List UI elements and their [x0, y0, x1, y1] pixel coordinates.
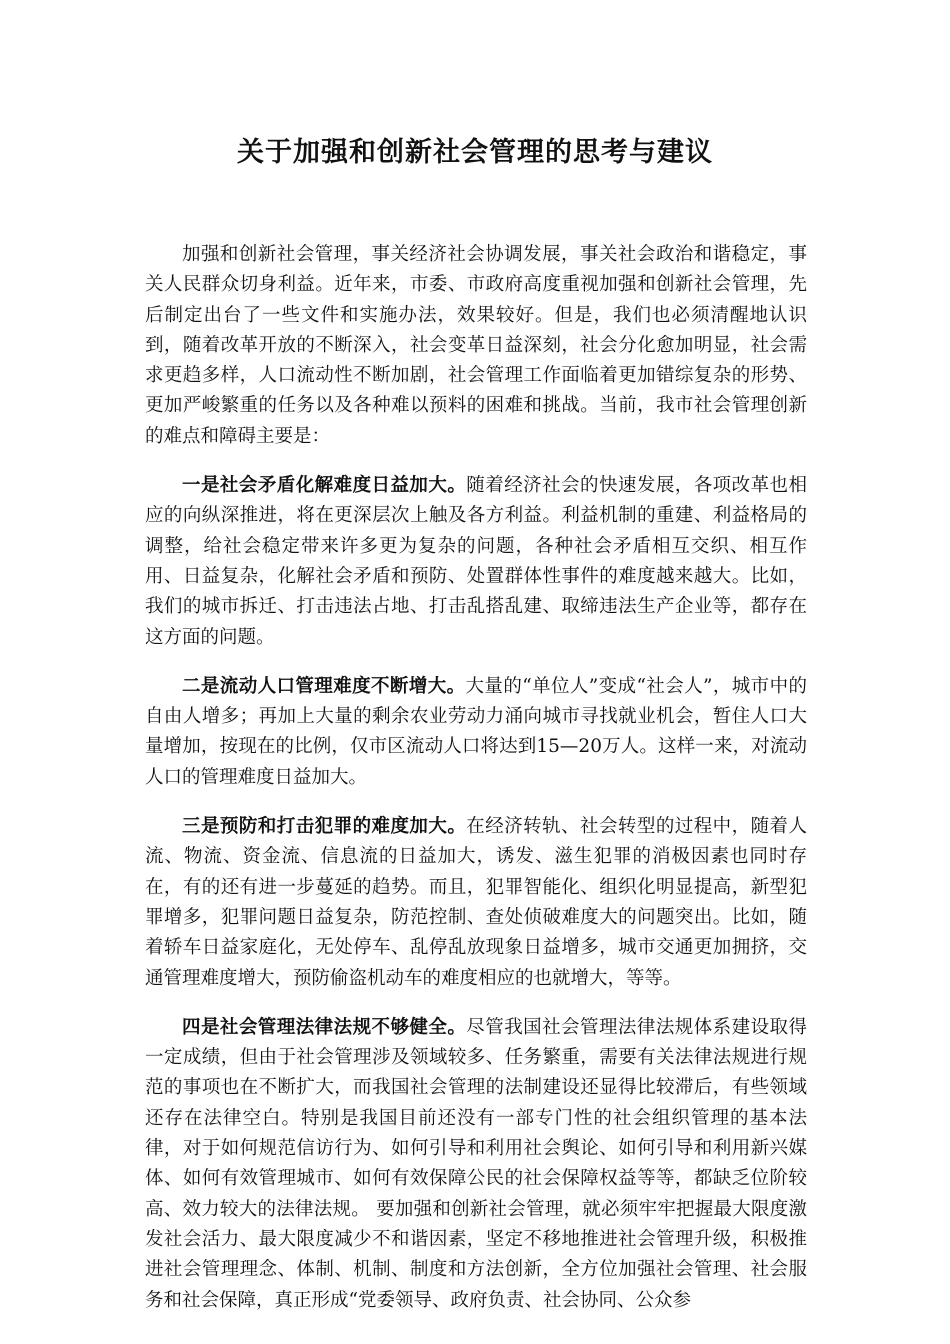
- paragraph-text: 加强和创新社会管理，事关经济社会协调发展，事关社会政治和谐稳定，事关人民群众切身利益。近年来，市委、市政府高度重视加强和创新社会管理，先后制定出台了一些文件和实施办法，效果较好。但是，我们也必须清醒地认识到，随着改革开放的不断深入，社会变革日益深刻，社会分化愈加明显，社会需求更趋多样，人口流动性不断加剧，社会管理工作面临着更加错综复杂的形势、更加严峻繁重的任务以及各种难以预料的困难和挑战。当前，我市社会管理创新的难点和障碍主要是：: [145, 244, 807, 447]
- document-body: [145, 240, 807, 1335]
- paragraph-intro: [145, 240, 807, 452]
- paragraph-point-1: [145, 471, 807, 653]
- paragraph-lead: 三是预防和打击犯罪的难度加大。: [182, 816, 467, 838]
- paragraph-text: 在经济转轨、社会转型的过程中，随着人流、物流、资金流、信息流的日益加大，诱发、滋生犯罪的消极因素也同时存在，有的还有进一步蔓延的趋势。而且，犯罪智能化、组织化明显提高，新型犯罪增多，犯罪问题日益复杂，防范控制、查处侦破难度大的问题突出。比如，随着轿车日益家庭化，无处停车、乱停乱放现象日益增多，城市交通更加拥挤，交通管理难度增大，预防偷盗机动车的难度相应的也就增大，等等。: [145, 816, 807, 989]
- document-title: 关于加强和创新社会管理的思考与建议: [237, 137, 713, 168]
- paragraph-lead: 二是流动人口管理难度不断增大。: [182, 675, 466, 697]
- paragraph-point-3: [145, 812, 807, 994]
- paragraph-text: 随着经济社会的快速发展，各项改革也相应的向纵深推进，将在更深层次上触及各方利益。利益机制的重建、利益格局的调整，给社会稳定带来许多更为复杂的问题，各种社会矛盾相互交织、相互作用、日益复杂，化解社会矛盾和预防、处置群体性事件的难度越来越大。比如，我们的城市拆迁、打击违法占地、打击乱搭乱建、取缔违法生产企业等，都存在这方面的问题。: [145, 475, 807, 648]
- paragraph-lead: 四是社会管理法律法规不够健全。: [182, 1016, 467, 1038]
- paragraph-text: 大量的“单位人”变成“社会人”，城市中的自由人增多；再加上大量的剩余农业劳动力涌向城市寻找就业机会，暂住人口大量增加，按现在的比例，仅市区流动人口将达到15—20万人。这样一来，对流动人口的管理难度日益加大。: [145, 675, 807, 788]
- paragraph-text: 尽管我国社会管理法律法规体系建设取得一定成绩，但由于社会管理涉及领域较多、任务繁重，需要有关法律法规进行规范的事项也在不断扩大，而我国社会管理的法制建设还显得比较滞后，有些领域还存在法律空白。特别是我国目前还没有一部专门性的社会组织管理的基本法律，对于如何规范信访行为、如何引导和利用社会舆论、如何引导和利用新兴媒体、如何有效管理城市、如何有效保障公民的社会保障权益等等，都缺乏位阶较高、效力较大的法律法规。 要加强和创新社会管理，就必须牢牢把握最大限度激发社会活力、最大限度减少不和谐因素，坚定不移地推进社会管理升级，积极推进社会管理理念、体制、机制、制度和方法创新，全方位加强社会管理、社会服务和社会保障，真正形成“党委领导、政府负责、社会协同、公众参: [145, 1016, 807, 1311]
- paragraph-lead: 一是社会矛盾化解难度日益加大。: [182, 475, 467, 497]
- paragraph-point-4: [145, 1013, 807, 1316]
- paragraph-point-2: [145, 672, 807, 793]
